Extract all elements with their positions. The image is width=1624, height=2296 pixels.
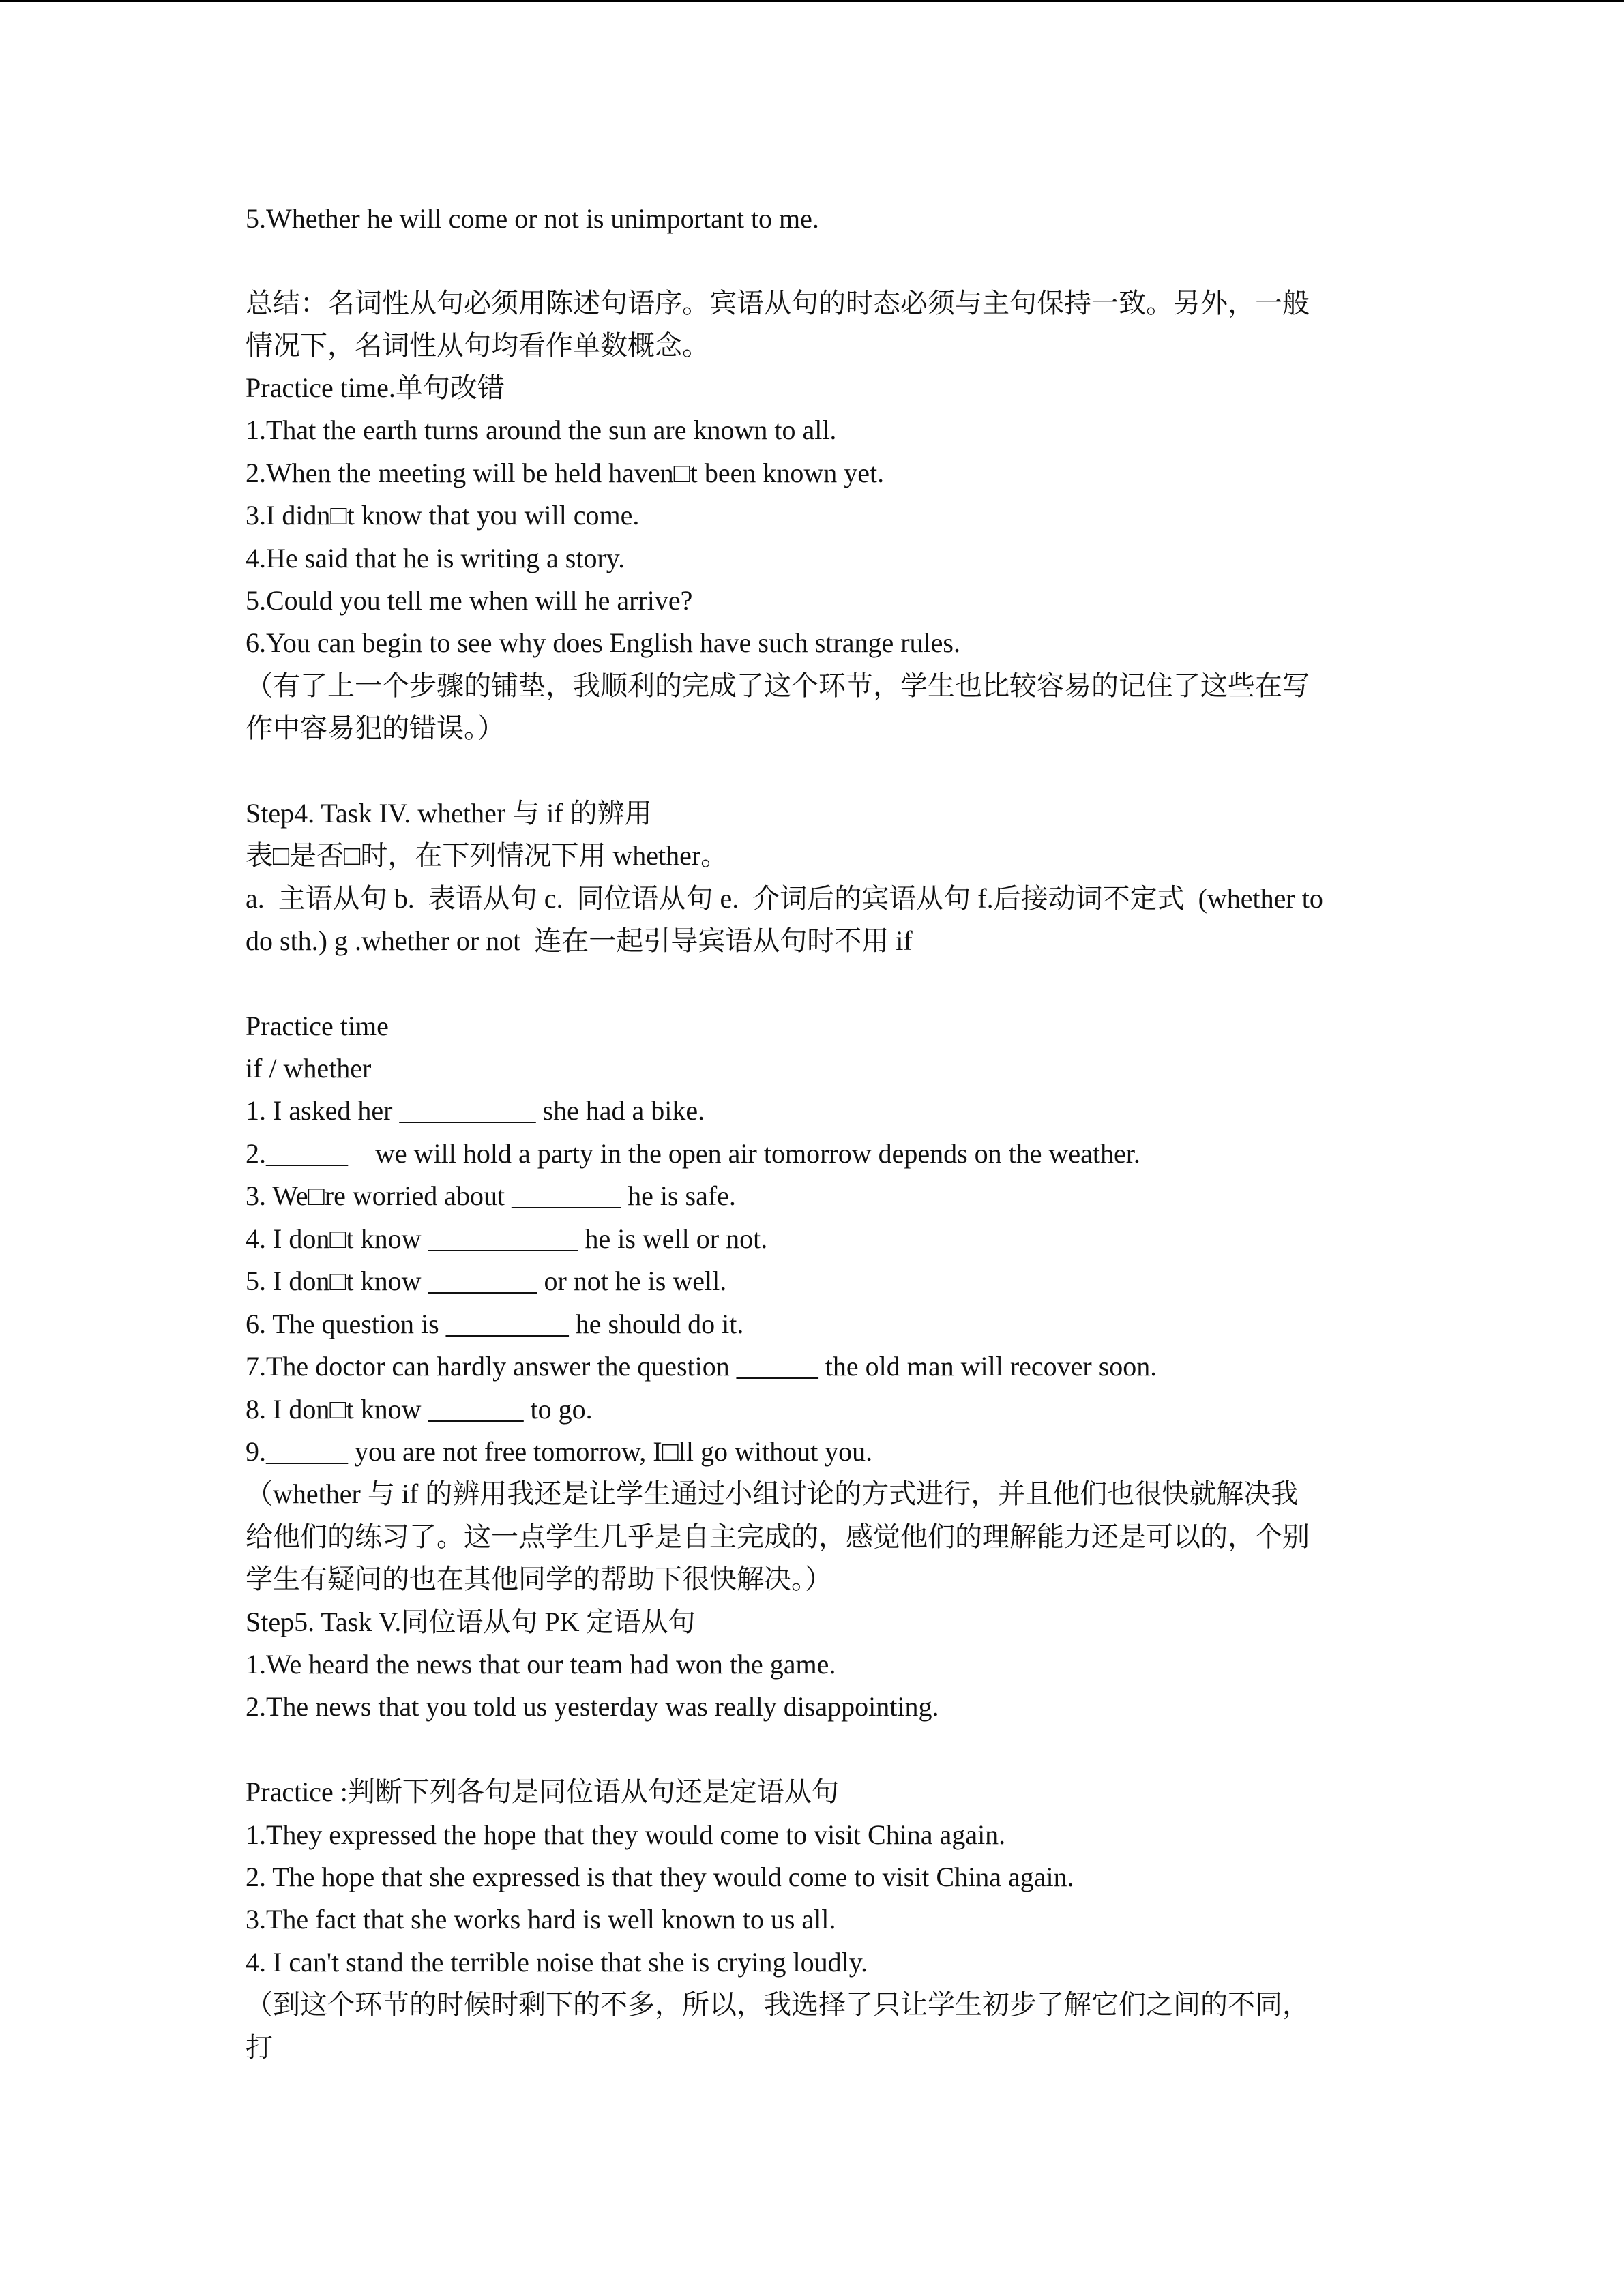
fill-item-3: 3. We□re worried about ________ he is safe. [246,1180,736,1211]
correction-item-3: 3.I didn□t know that you will come. [246,500,640,531]
step4-rule-intro: 表□是否□时，在下列情况下用 whether。 [246,840,728,871]
practice-judge-heading: Practice :判断下列各句是同位语从句还是定语从句 [246,1776,839,1807]
fill-item-7: 7.The doctor can hardly answer the question ______ the old man will recover soon. [246,1351,1157,1382]
page-top-border [0,0,1624,2]
correction-item-4: 4.He said that he is writing a story. [246,543,625,573]
fill-item-4: 4. I don□t know ___________ he is well or not. [246,1223,768,1254]
correction-item-1: 1.That the earth turns around the sun are known to all. [246,415,837,445]
fill-item-5: 5. I don□t know ________ or not he is well. [246,1266,727,1296]
step5-example-2: 2.The news that you told us yesterday was really disappointing. [246,1691,939,1722]
step4-rule-list-line-2: do sth.) g .whether or not 连在一起引导宾语从句时不用 if [246,925,913,956]
reflection-3-line-1: （到这个环节的时候时剩下的不多，所以，我选择了只让学生初步了解它们之间的不同， [246,1989,1310,2020]
reflection-2-line-1: （whether 与 if 的辨用我还是让学生通过小组讨论的方式进行，并且他们也很快就解决我 [246,1478,1299,1509]
reflection-2-line-3: 学生有疑问的也在其他同学的帮助下很快解决。） [246,1564,832,1594]
fill-item-2: 2.______ we will hold a party in the open air tomorrow depends on the weather. [246,1138,1140,1169]
judge-item-2: 2. The hope that she expressed is that they would come to visit China again. [246,1862,1074,1892]
reflection-2-line-2: 给他们的练习了。这一点学生几乎是自主完成的，感觉他们的理解能力还是可以的，个别 [246,1521,1310,1552]
sentence-5-whether: 5.Whether he will come or not is unimportant to me. [246,203,819,234]
step5-heading: Step5. Task V.同位语从句 PK 定语从句 [246,1607,696,1637]
practice-time-heading: Practice time [246,1011,389,1041]
judge-item-4: 4. I can't stand the terrible noise that she is crying loudly. [246,1947,868,1978]
fill-item-6: 6. The question is _________ he should do it. [246,1309,744,1339]
correction-item-6: 6.You can begin to see why does English have such strange rules. [246,627,960,658]
fill-item-1: 1. I asked her __________ she had a bike. [246,1095,705,1126]
summary-line-1: 总结：名词性从句必须用陈述句语序。宾语从句的时态必须与主句保持一致。另外，一般 [246,288,1310,318]
practice-options: if / whether [246,1053,372,1084]
correction-item-5: 5.Could you tell me when will he arrive? [246,585,693,616]
reflection-1-line-2: 作中容易犯的错误。） [246,713,505,743]
step4-rule-list-line-1: a. 主语从句 b. 表语从句 c. 同位语从句 e. 介词后的宾语从句 f.后接动词不定式 (whether to [246,883,1323,914]
judge-item-3: 3.The fact that she works hard is well known to us all. [246,1904,836,1935]
judge-item-1: 1.They expressed the hope that they would come to visit China again. [246,1819,1006,1850]
fill-item-8: 8. I don□t know _______ to go. [246,1394,593,1425]
step4-heading: Step4. Task IV. whether 与 if 的辨用 [246,798,652,829]
fill-item-9: 9.______ you are not free tomorrow, I□ll go without you. [246,1436,873,1467]
practice-heading-correction: Practice time.单句改错 [246,372,505,403]
summary-line-2: 情况下，名词性从句均看作单数概念。 [246,330,709,361]
reflection-1-line-1: （有了上一个步骤的铺垫，我顺利的完成了这个环节，学生也比较容易的记住了这些在写 [246,670,1310,701]
correction-item-2: 2.When the meeting will be held haven□t been known yet. [246,458,885,488]
step5-example-1: 1.We heard the news that our team had won the game. [246,1649,836,1680]
reflection-3-line-2: 打 [246,2032,273,2063]
